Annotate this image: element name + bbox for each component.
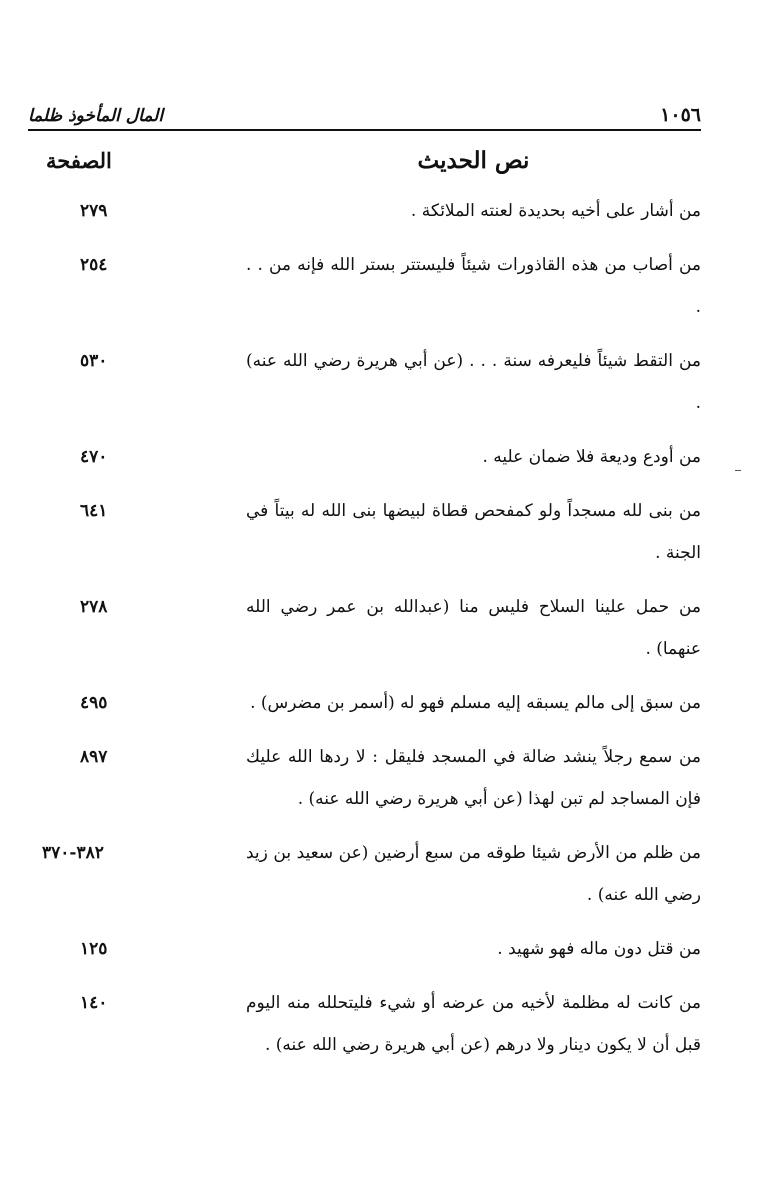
book-title: المال المأخوذ ظلما: [28, 106, 164, 126]
list-item: [28, 928, 701, 970]
page-reference: ٢٧٩: [80, 201, 108, 221]
list-item: [28, 244, 701, 328]
page-reference: ٢٧٨: [80, 597, 108, 617]
page-reference: ٨٩٧: [80, 747, 108, 767]
list-item: [28, 832, 701, 916]
header-rule: [28, 129, 701, 131]
hadith-text: من قتل دون ماله فهو شهيد .: [497, 939, 701, 959]
column-header: [28, 140, 701, 180]
list-item: [28, 340, 701, 424]
running-head: [28, 96, 701, 126]
hadith-text: من أصاب من هذه القاذورات شيئاً فليستتر بستر الله فإنه من . . .: [246, 255, 701, 317]
hadith-index-list: [28, 190, 701, 1078]
page-reference: ٣٨٢-٣٧٠: [42, 843, 104, 863]
hadith-text: من سمع رجلاً ينشد ضالة في المسجد فليقل : لا ردها الله عليك فإن المساجد لم تبن لهذا (عن أبي هريرة رضي الله عنه) .: [246, 747, 701, 809]
page-number: ١٠٥٦: [660, 104, 701, 126]
list-item: [28, 436, 701, 478]
page-column-label: الصفحة: [46, 147, 112, 173]
hadith-text: من بنى لله مسجداً ولو كمفحص قطاة لبيضها بنى الله له بيتاً في الجنة .: [246, 501, 701, 563]
list-item: [28, 586, 701, 670]
hadith-text: من كانت له مظلمة لأخيه من عرضه أو شيء فليتحلله منه اليوم قبل أن لا يكون دينار ولا درهم (عن أبي هريرة رضي الله عنه) .: [246, 993, 701, 1055]
page-reference: ٥٣٠: [80, 351, 108, 371]
list-item: [28, 982, 701, 1066]
list-item: [28, 682, 701, 724]
hadith-text: من التقط شيئاً فليعرفه سنة . . . (عن أبي هريرة رضي الله عنه) .: [246, 351, 701, 413]
page-reference: ٦٤١: [80, 501, 108, 521]
list-item: [28, 736, 701, 820]
hadith-text-column-label: نص الحديث: [417, 146, 530, 174]
margin-mark: [735, 470, 741, 471]
hadith-text: من أودع وديعة فلا ضمان عليه .: [482, 447, 701, 467]
page-reference: ٤٧٠: [80, 447, 108, 467]
page-reference: ١٤٠: [80, 993, 108, 1013]
list-item: [28, 190, 701, 232]
hadith-text: من ظلم من الأرض شيئا طوقه من سبع أرضين (عن سعيد بن زيد رضي الله عنه) .: [246, 843, 701, 905]
list-item: [28, 490, 701, 574]
page-reference: ٤٩٥: [80, 693, 108, 713]
page-reference: ١٢٥: [80, 939, 108, 959]
hadith-text: من حمل علينا السلاح فليس منا (عبدالله بن عمر رضي الله عنهما) .: [246, 597, 701, 659]
hadith-text: من أشار على أخيه بحديدة لعنته الملائكة .: [410, 201, 701, 221]
page-reference: ٢٥٤: [80, 255, 108, 275]
hadith-text: من سبق إلى مالم يسبقه إليه مسلم فهو له (أسمر بن مضرس) .: [250, 693, 701, 713]
